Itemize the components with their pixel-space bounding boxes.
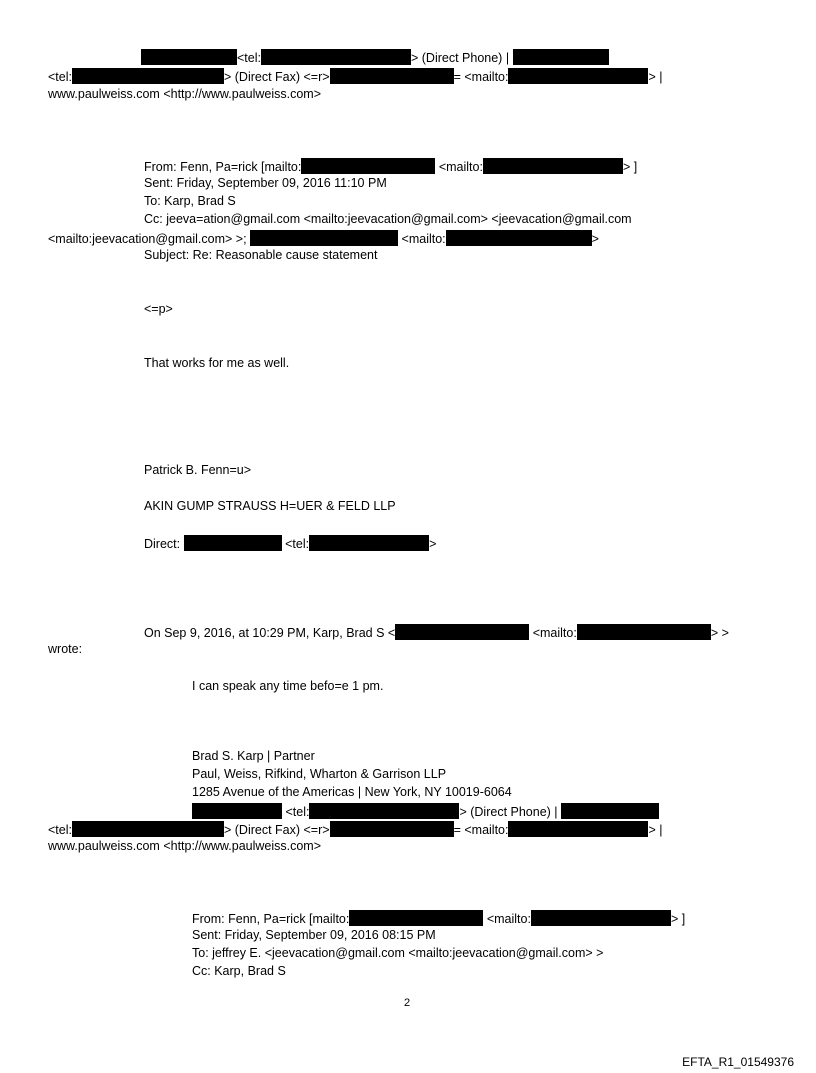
- quote1-sig-addr: 1285 Avenue of the Americas | New York, NY 10019-6064: [192, 785, 512, 799]
- redaction: [561, 803, 659, 819]
- email1-subject: Subject: Re: Reasonable cause statement: [144, 248, 378, 262]
- redaction: [577, 624, 711, 640]
- redaction: [192, 803, 282, 819]
- redaction: [508, 68, 648, 84]
- redaction: [301, 158, 435, 174]
- redaction: [309, 535, 429, 551]
- sig1-web: www.paulweiss.com <http://www.paulweiss.com>: [48, 87, 322, 101]
- email1-sent: Sent: Friday, September 09, 2016 11:10 PM: [144, 176, 387, 190]
- email1-p-tag: <=p>: [144, 302, 173, 316]
- quote1-body: I can speak any time befo=e 1 pm.: [192, 679, 384, 693]
- redaction: [531, 910, 671, 926]
- email2-to: To: jeffrey E. <jeevacation@gmail.com <mailto:jeevacation@gmail.com> >: [192, 946, 604, 960]
- quote1-web: www.paulweiss.com <http://www.paulweiss.com>: [48, 839, 322, 853]
- email1-direct: Direct: <tel: >: [144, 537, 437, 551]
- redaction: [184, 535, 282, 551]
- quote1-fax: <tel: > (Direct Fax) <=r> = <mailto: > |: [48, 823, 663, 837]
- redaction: [330, 821, 454, 837]
- email1-body: That works for me as well.: [144, 356, 290, 370]
- email1-sig-firm: AKIN GUMP STRAUSS H=UER & FELD LLP: [144, 499, 396, 513]
- email2-cc: Cc: Karp, Brad S: [192, 964, 286, 978]
- redaction: [141, 49, 237, 65]
- email1-to: To: Karp, Brad S: [144, 194, 236, 208]
- redaction: [72, 68, 224, 84]
- redaction: [250, 230, 398, 246]
- sig1-line1: <tel: > (Direct Phone) |: [48, 49, 609, 66]
- redaction: [309, 803, 459, 819]
- redaction: [508, 821, 648, 837]
- redaction: [483, 158, 623, 174]
- quote1-on: On Sep 9, 2016, at 10:29 PM, Karp, Brad S < <mailto: > >: [144, 626, 729, 640]
- email2-from: From: Fenn, Pa=rick [mailto: <mailto: > ]: [192, 912, 686, 926]
- quote1-sig-firm: Paul, Weiss, Rifkind, Wharton & Garrison LLP: [192, 767, 447, 781]
- sig1-line2: <tel: > (Direct Fax) <=r> = <mailto: > |: [48, 70, 663, 84]
- email1-sig-name: Patrick B. Fenn=u>: [144, 463, 252, 477]
- bates-number: EFTA_R1_01549376: [682, 1055, 794, 1069]
- email1-cc-cont: <mailto:jeevacation@gmail.com> >; <mailto: >: [48, 232, 599, 246]
- redaction: [513, 49, 609, 65]
- redaction: [72, 821, 224, 837]
- redaction: [349, 910, 483, 926]
- email1-cc: Cc: jeeva=ation@gmail.com <mailto:jeevacation@gmail.com> <jeevacation@gmail.com: [144, 212, 632, 226]
- quote1-wrote: wrote:: [48, 642, 83, 656]
- email1-from: From: Fenn, Pa=rick [mailto: <mailto: > ]: [144, 160, 638, 174]
- quote1-sig-name: Brad S. Karp | Partner: [192, 749, 315, 763]
- redaction: [446, 230, 592, 246]
- redaction: [330, 68, 454, 84]
- quote1-sig-tel: <tel: > (Direct Phone) |: [192, 803, 659, 820]
- redaction: [261, 49, 411, 65]
- page-number: 2: [404, 997, 411, 1009]
- email2-sent: Sent: Friday, September 09, 2016 08:15 PM: [192, 928, 436, 942]
- redaction: [395, 624, 529, 640]
